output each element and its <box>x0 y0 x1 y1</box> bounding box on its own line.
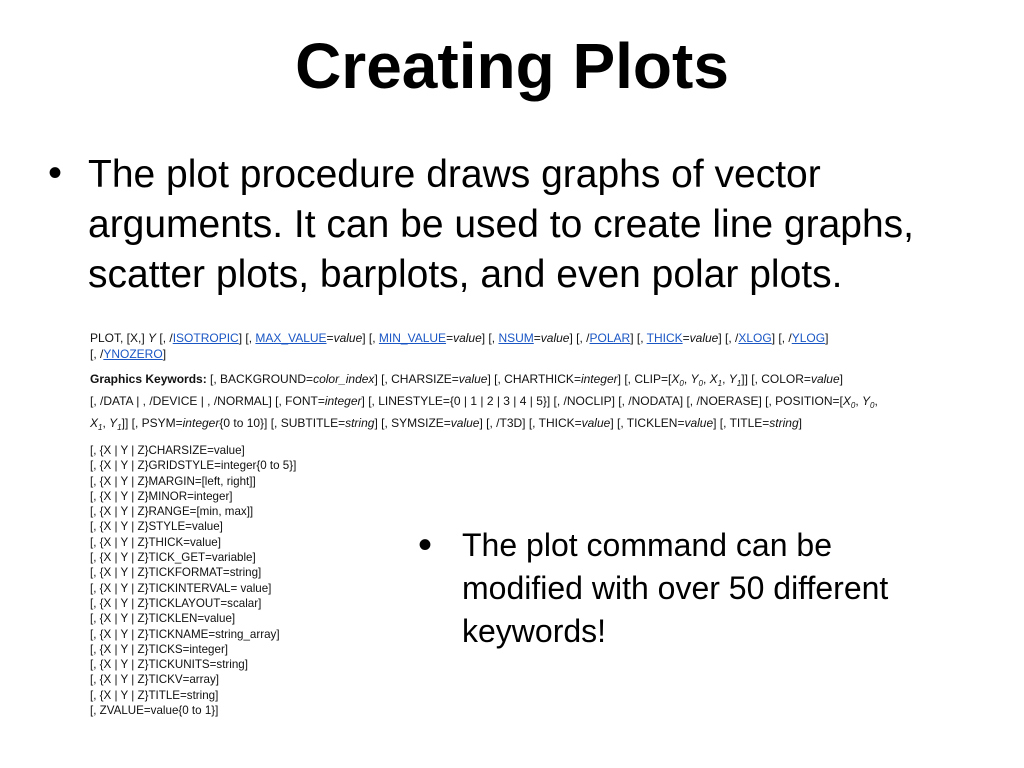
axis-keywords-list <box>90 443 296 718</box>
max-value-link[interactable]: MAX_VALUE <box>255 331 327 345</box>
bullet-text-2 <box>462 524 1002 653</box>
graphics-keywords-line-1: Graphics Keywords: [, BACKGROUND=color_index] [, CHARSIZE=value] [, CHARTHICK=integer] [, $CLIP=[X_0$, $Y_0$, $X_1$, $Y_1$]] [, COLOR=value] <box>90 372 843 388</box>
axis-keyword-item: [, {X | Y | Z}TICKV=array] <box>90 673 219 687</box>
min-value-link[interactable]: MIN_VALUE <box>378 331 447 345</box>
axis-keyword-item: [, {X | Y | Z}TICKFORMAT=string] <box>90 566 262 580</box>
axis-keyword-item: [, {X | Y | Z}TICKUNITS=string] <box>90 658 248 672</box>
axis-keyword-item: [, {X | Y | Z}GRIDSTYLE=integer{0 to 5}] <box>90 459 297 473</box>
axis-keyword-item: [, {X | Y | Z}TICKINTERVAL= value] <box>90 581 272 595</box>
bullet-marker: • <box>418 523 433 567</box>
bullet-2-line: keywords! <box>462 613 607 649</box>
bullet-text-1 <box>88 150 1018 300</box>
graphics-keywords <box>90 368 970 434</box>
axis-keyword-item: [, {X | Y | Z}TICKLAYOUT=scalar] <box>90 596 262 610</box>
graphics-keywords-line-2: [, /DATA | , /DEVICE | , /NORMAL] [, FONT=integer] [, LINESTYLE={0 | 1 | 2 | 3 | 4 | 5}] [, /NOCLIP] [, /NODATA] [, /NOERASE] [, $POSITION=[X_0$, $Y_0$, <box>90 394 878 410</box>
axis-keyword-item: [, {X | Y | Z}TICK_GET=variable] <box>90 551 256 565</box>
bullet-2-line: The plot command can be <box>462 527 832 563</box>
bullet-1-line: scatter plots, barplots, and even polar plots. <box>88 253 843 296</box>
axis-keyword-item: [, {X | Y | Z}STYLE=value] <box>90 520 223 534</box>
polar-link[interactable]: POLAR <box>589 331 631 345</box>
xlog-link[interactable]: XLOG <box>738 331 772 345</box>
graphics-keywords-line-3: $X_1$, $Y_1$]] [, PSYM=integer{0 to 10}] [, SUBTITLE=string] [, SYMSIZE=value] [, /T3D] [, THICK=value] [, TICKLEN=value] [, TITLE=string] <box>90 416 802 432</box>
slide-title: Creating Plots <box>295 30 729 102</box>
bullet-2-line: modified with over 50 different <box>462 570 889 606</box>
axis-keyword-item: [, {X | Y | Z}TICKLEN=value] <box>90 612 236 626</box>
syntax-line-2: [, /YNOZERO] <box>90 347 167 361</box>
axis-keyword-item: [, ZVALUE=value{0 to 1}] <box>90 704 219 718</box>
axis-keyword-item: [, {X | Y | Z}TICKNAME=string_array] <box>90 627 280 641</box>
isotropic-link[interactable]: ISOTROPIC <box>172 331 239 345</box>
axis-keyword-item: [, {X | Y | Z}THICK=value] <box>90 535 221 549</box>
bullet-1-line: The plot procedure draws graphs of vector <box>88 153 821 196</box>
bullet-1-line: arguments. It can be used to create line graphs, <box>88 203 914 246</box>
axis-keyword-item: [, {X | Y | Z}TICKS=integer] <box>90 642 229 656</box>
axis-keyword-item: [, {X | Y | Z}MARGIN=[left, right]] <box>90 474 256 488</box>
ynozero-link[interactable]: YNOZERO <box>103 347 163 361</box>
nsum-link[interactable]: NSUM <box>498 331 534 345</box>
axis-keyword-item: [, {X | Y | Z}TITLE=string] <box>90 688 219 702</box>
thick-link[interactable]: THICK <box>646 331 683 345</box>
bullet-marker: • <box>48 151 63 195</box>
axis-keyword-item: [, {X | Y | Z}RANGE=[min, max]] <box>90 505 254 519</box>
axis-keyword-item: [, {X | Y | Z}MINOR=integer] <box>90 489 233 503</box>
axis-keyword-item: [, {X | Y | Z}CHARSIZE=value] <box>90 444 245 457</box>
ylog-link[interactable]: YLOG <box>791 331 826 345</box>
plot-syntax-block <box>90 330 970 434</box>
syntax-line-1: PLOT, [X,] Y [, /ISOTROPIC] [, MAX_VALUE=value] [, MIN_VALUE=value] [, NSUM=value] [, /POLAR] [, THICK=value] [, /XLOG] [, /YLOG] <box>90 331 829 345</box>
